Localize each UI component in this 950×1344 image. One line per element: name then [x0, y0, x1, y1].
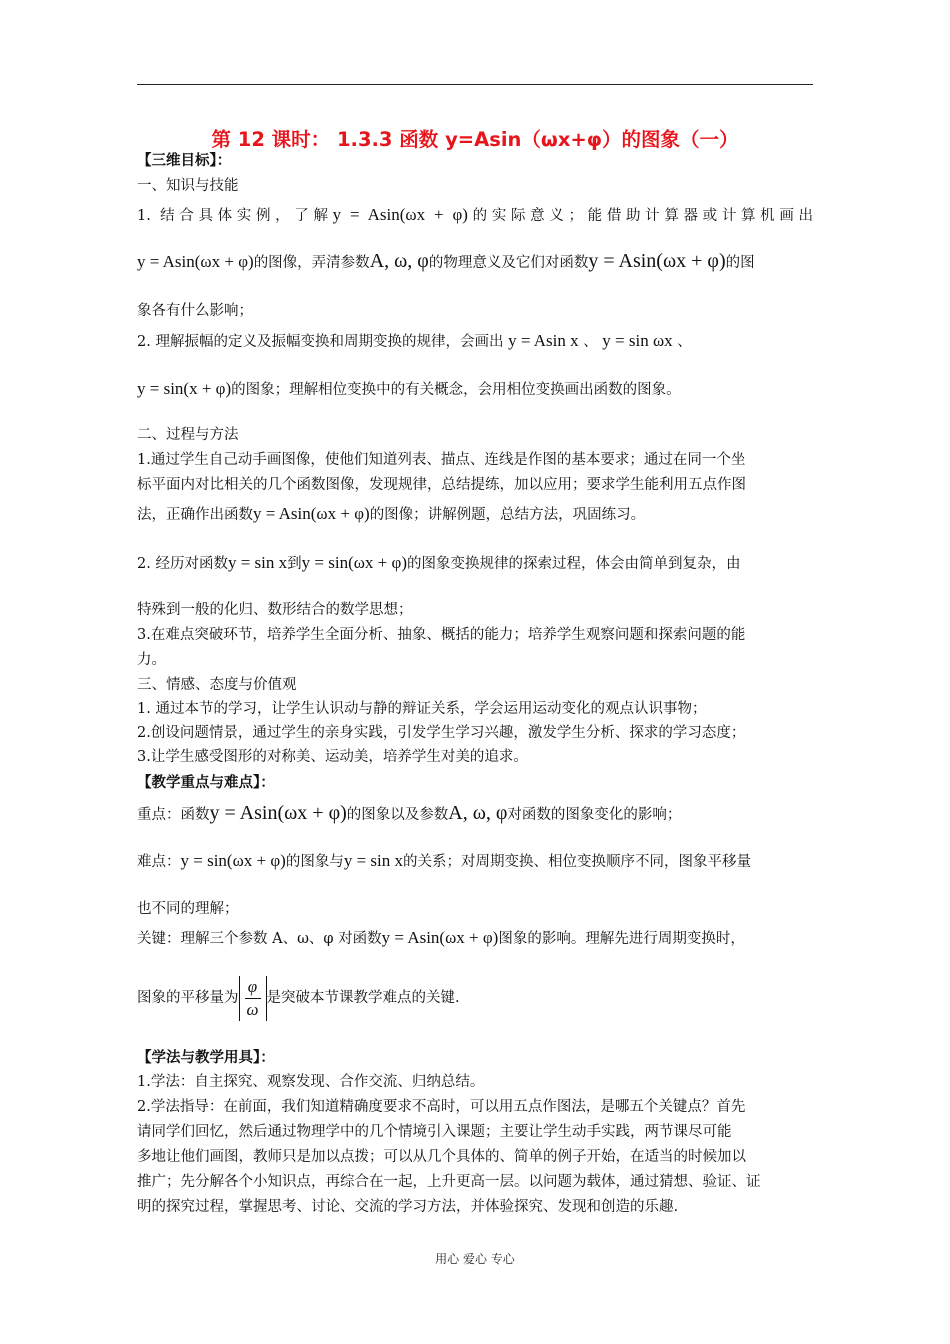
formula-main: y = Asin(ωx + φ) [253, 504, 370, 523]
formula-main: y = Asin(ωx + φ) [588, 250, 726, 272]
heading-emotion: 三、情感、态度与价值观 [137, 677, 297, 693]
e1: 1. 通过本节的学习，让学生认识动与静的辩证关系，学会运用运动变化的观点认识事物； [137, 701, 707, 717]
t1: 1.学法：自主探究、观察发现、合作交流、归纳总结。 [137, 1074, 485, 1090]
p3-line1: 3.在难点突破环节，培养学生全面分析、抽象、概括的能力；培养学生观察问题和探索问题的能 [137, 627, 746, 643]
formula-params: A, ω, φ [369, 250, 429, 272]
heading-knowledge: 一、知识与技能 [137, 178, 239, 194]
formula-main: y = Asin(ωx + φ) [332, 205, 468, 224]
k1-line2: y = Asin(ωx + φ)的图像，弄清参数A, ω, φ的物理意义及它们对函数y = Asin(ωx + φ)的图 [137, 250, 755, 272]
t2-line3: 多地让他们画图，教师只是加以点拨；可以从几个具体的、简单的例子开始，在适当的时候加以 [137, 1149, 746, 1165]
p2-line2: 特殊到一般的化归、数形结合的数学思想； [137, 602, 413, 618]
t2-line1: 2.学法指导：在前面，我们知道精确度要求不高时，可以用五点作图法，是哪五个关键点？首先 [137, 1099, 746, 1115]
p1-line1: 1.通过学生自己动手画图像，使他们知道列表、描点、连线是作图的基本要求；通过在同一个坐 [137, 452, 746, 468]
critical-line1: 关键：理解三个参数 A、ω、φ 对函数y = Asin(ωx + φ)图象的影响。理解先进行周期变换时， [137, 928, 745, 947]
header-rule [137, 84, 813, 85]
fraction-phi-omega: $\frac{\varphi}{\omega}$ [239, 976, 267, 1021]
section-tools: 【学法与教学用具】： [137, 1049, 275, 1066]
difficulty-line1: 难点：y = sin(ωx + φ)的图象与y = sin x的关系；对周期变换、相位变换顺序不同，图象平移量 [137, 851, 752, 870]
t2-line4: 推广；先分解各个小知识点，再综合在一起，上升更高一层。以问题为载体，通过猜想、验证、证 [137, 1174, 761, 1190]
k1-line1: 1. 结合具体实例，了解y = Asin(ωx + φ)的实际意义；能借助计算器或计算机画出 [137, 205, 813, 224]
formula-asinx: y = Asin x [508, 331, 579, 350]
formula-sinwxphi: y = sin(ωx + φ) [301, 553, 407, 572]
section-goals: 【三维目标】： [137, 152, 232, 169]
t2-line2: 请同学们回忆，然后通过物理学中的几个情境引入课题；主要让学生动手实践，两节课尽可能 [137, 1124, 732, 1140]
e3: 3.让学生感受图形的对称美、运动美，培养学生对美的追求。 [137, 749, 528, 765]
section-key-points: 【教学重点与难点】： [137, 774, 275, 791]
formula-sinwx: y = sin ωx [602, 331, 673, 350]
p1-line2: 标平面内对比相关的几个函数图像，发现规律，总结提练，加以应用；要求学生能利用五点作图 [137, 477, 746, 493]
difficulty-line2: 也不同的理解； [137, 901, 239, 917]
heading-process: 二、过程与方法 [137, 427, 239, 443]
formula-main: y = Asin(ωx + φ) [209, 802, 347, 824]
k2-line1: 2. 理解振幅的定义及振幅变换和周期变换的规律，会画出 y = Asin x 、 y = sin ωx 、 [137, 331, 692, 350]
formula-sinx: y = sin x [227, 553, 288, 572]
t2-line5: 明的探究过程，掌握思考、讨论、交流的学习方法，并体验探究、发现和创造的乐趣. [137, 1199, 679, 1215]
formula-sinwxphi: y = sin(ωx + φ) [180, 851, 286, 870]
page-footer: 用心 爱心 专心 [435, 1252, 515, 1266]
lesson-title: 第 12 课时： 1.3.3 函数 y=Asin（ωx+φ）的图象（一） [211, 128, 739, 151]
formula-sinx: y = sin x [343, 851, 404, 870]
formula-main: y = Asin(ωx + φ) [137, 252, 254, 271]
p1-line3: 法，正确作出函数y = Asin(ωx + φ)的图像；讲解例题，总结方法，巩固练习。 [137, 504, 646, 523]
p2-line1: 2. 经历对函数y = sin x到y = sin(ωx + φ)的图象变换规律的探索过程，体会由简单到复杂，由 [137, 553, 741, 572]
k1-line3: 象各有什么影响； [137, 303, 253, 319]
e2: 2.创设问题情景，通过学生的亲身实践，引发学生学习兴趣，激发学生分析、探求的学习态度； [137, 725, 746, 741]
key-point: 重点：函数y = Asin(ωx + φ)的图象以及参数A, ω, φ对函数的图象变化的影响； [137, 802, 682, 824]
critical-line2: 图象的平移量为 $\frac{\varphi}{\omega}$ 是突破本节课教学难点的关键. [137, 976, 460, 1019]
k2-line2: y = sin(x + φ)的图象；理解相位变换中的有关概念，会用相位变换画出函数的图象。 [137, 379, 681, 398]
formula-sinxphi: y = sin(x + φ) [137, 379, 232, 398]
formula-params: A, ω, φ [448, 802, 508, 824]
p3-line2: 力。 [137, 652, 166, 668]
formula-main: y = Asin(ωx + φ) [381, 928, 499, 947]
